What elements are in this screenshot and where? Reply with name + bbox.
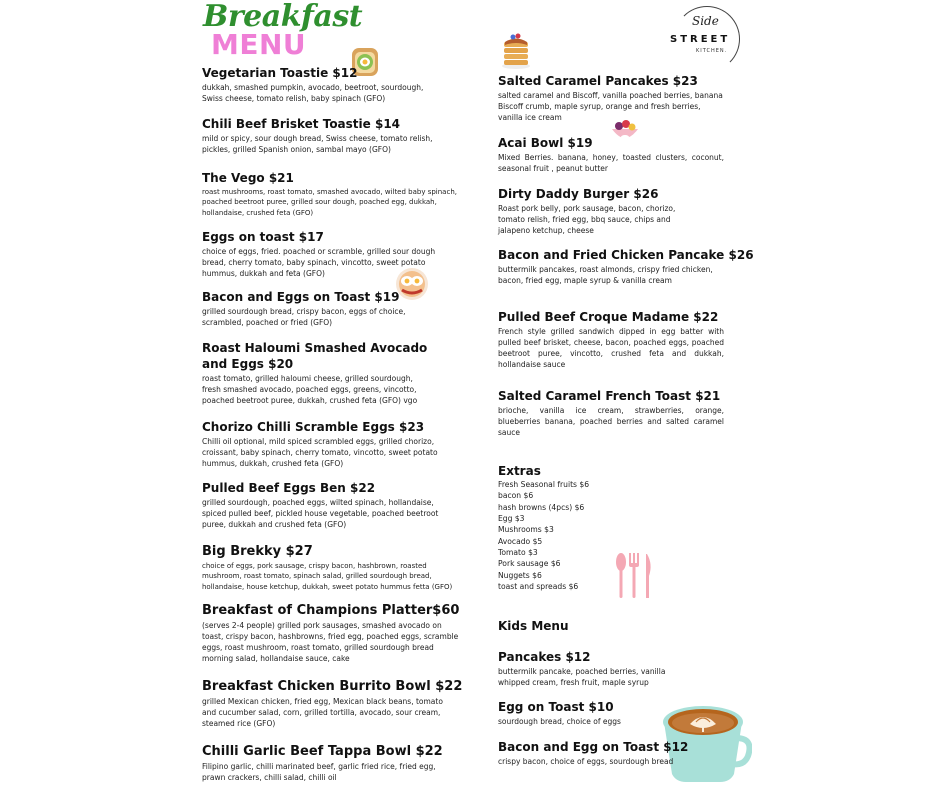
item-title: Pulled Beef Croque Madame $22 [498, 310, 719, 324]
item-title: Acai Bowl $19 [498, 136, 593, 150]
menu-item [202, 341, 467, 406]
logo-side-text: Side [692, 14, 719, 28]
item-title-line2: and Eggs $20 [202, 357, 294, 371]
extras-item: Avocado $5 [498, 536, 543, 546]
item-desc: grilled sourdough bread, crispy bacon, eggs of choice, scrambled, poached or fried (GFO) [202, 307, 406, 327]
item-title: Dirty Daddy Burger $26 [498, 187, 659, 201]
item-title: Roast Haloumi Smashed Avocado [202, 341, 428, 355]
menu-item [498, 389, 726, 438]
item-desc: choice of eggs, fried. poached or scramble, grilled sour dough bread, cherry tomato, baby spinach, vincotto, sweet potato hummus, dukkah and feta (GFO) [202, 247, 436, 278]
extras-item: Pork sausage $6 [498, 559, 561, 569]
extras-item: bacon $6 [498, 491, 534, 501]
item-title: Salted Caramel French Toast $21 [498, 389, 721, 403]
item-desc: choice of eggs, pork sausage, crispy bacon, hashbrown, roasted mushroom, roast tomato, spinach salad, grilled sourdough bread, hollandaise, house ketchup, dukkah, sweet potato hummus fetta (GFO) [202, 562, 453, 591]
item-title: Bacon and Eggs on Toast $19 [202, 290, 400, 304]
item-desc: crispy bacon, choice of eggs, sourdough bread [498, 757, 674, 766]
item-title: Chorizo Chilli Scramble Eggs $23 [202, 420, 425, 434]
item-desc: sourdough bread, choice of eggs [498, 717, 621, 726]
item-title: Breakfast of Champions Platter$60 [202, 603, 460, 618]
menu-header [203, 0, 363, 66]
menu-item [202, 679, 467, 729]
menu-item [202, 420, 467, 469]
item-title: Big Brekky $27 [202, 544, 313, 559]
kids-menu-item [498, 650, 726, 688]
menu-item [498, 248, 754, 286]
side-street-kitchen-logo [666, 6, 744, 76]
item-title: Salted Caramel Pancakes $23 [498, 74, 698, 88]
item-title: Bacon and Egg on Toast $12 [498, 740, 689, 754]
item-title: Breakfast Chicken Burrito Bowl $22 [202, 679, 463, 694]
menu-item [498, 74, 726, 123]
item-desc: grilled Mexican chicken, fried egg, Mexican black beans, tomato and cucumber salad, corn, grilled tortilla, avocado, sour cream, steamed rice (GFO) [202, 697, 443, 728]
menu-item [202, 66, 467, 104]
menu-title: Breakfast [203, 0, 363, 34]
item-desc: brioche, vanilla ice cream, strawberries, orange, blueberries banana, poached berries and salted caramel sauce [498, 406, 724, 437]
kids-menu-item [498, 700, 726, 727]
kids-menu-title: Kids Menu [498, 619, 569, 633]
item-title: Eggs on toast $17 [202, 230, 324, 244]
extras-item: hash browns (4pcs) $6 [498, 502, 585, 512]
item-desc: (serves 2-4 people) grilled pork sausages, smashed avocado on toast, crispy bacon, hashbrowns, fried egg, poached eggs, scramble eggs, roast mushroom, roast tomato, grilled sourdough bread morning salad, hollandaise sauce, cake [202, 621, 459, 663]
extras-section [498, 464, 678, 592]
item-title: Egg on Toast $10 [498, 700, 614, 714]
item-desc: Chilli oil optional, mild spiced scrambled eggs, grilled chorizo, croissant, baby spinach, cherry tomato, vincotto, sweet potato hummus, dukkah, crushed feta (GFO) [202, 437, 438, 468]
menu-item [202, 603, 467, 664]
item-desc: Filipino garlic, chilli marinated beef, garlic fried rice, fried egg, prawn crackers, chilli salad, chilli oil [202, 762, 436, 782]
menu-item [202, 744, 467, 783]
item-desc: roast mushrooms, roast tomato, smashed avocado, wilted baby spinach, poached beetroot puree, grilled sour dough, poached egg, dukkah, hollandaise, crushed feta (GFO) [202, 188, 457, 217]
menu-subtitle: MENU [211, 28, 307, 61]
item-title: Bacon and Fried Chicken Pancake $26 [498, 248, 754, 262]
item-desc: salted caramel and Biscoff, vanilla poached berries, banana Biscoff crumb, maple syrup, orange and fresh berries, vanilla ice cream [498, 91, 723, 122]
item-title: Pulled Beef Eggs Ben $22 [202, 481, 376, 495]
extras-item: Fresh Seasonal fruits $6 [498, 480, 590, 489]
menu-item [202, 481, 467, 530]
menu-item [202, 230, 467, 279]
pancakes-icon [500, 32, 532, 70]
item-title: The Vego $21 [202, 171, 294, 185]
item-title: Chilli Garlic Beef Tappa Bowl $22 [202, 744, 443, 759]
item-desc: dukkah, smashed pumpkin, avocado, beetroot, sourdough, Swiss cheese, tomato relish, baby spinach (GFO) [202, 83, 424, 103]
logo-street-text: STREET [670, 34, 731, 45]
menu-item [498, 187, 726, 236]
item-desc: mild or spicy, sour dough bread, Swiss cheese, tomato relish, pickles, grilled Spanish onion, sambal mayo (GFO) [202, 134, 433, 154]
item-title: Vegetarian Toastie $12 [202, 66, 358, 80]
menu-item [498, 310, 726, 370]
extras-list [498, 479, 678, 592]
item-desc: buttermilk pancake, poached berries, vanilla whipped cream, fresh fruit, maple syrup [498, 667, 666, 687]
extras-item: Tomato $3 [498, 548, 538, 558]
item-desc: buttermilk pancakes, roast almonds, crispy fried chicken, bacon, fried egg, maple syrup & vanilla cream [498, 265, 713, 285]
extras-item: toast and spreads $6 [498, 582, 579, 592]
extras-item: Nuggets $6 [498, 570, 542, 580]
extras-title: Extras [498, 464, 541, 478]
menu-item [498, 136, 726, 174]
item-desc: Mixed Berries. banana, honey, toasted clusters, coconut, seasonal fruit , peanut butter [498, 153, 724, 173]
item-desc: French style grilled sandwich dipped in egg batter with pulled beef brisket, cheese, bacon, poached eggs, poached beetroot puree, vincotto, crushed feta and dukkah, hollandaise sauce [498, 327, 724, 369]
menu-item [202, 117, 467, 155]
kids-menu-item [498, 740, 726, 767]
item-title: Chili Beef Brisket Toastie $14 [202, 117, 401, 131]
menu-item [202, 544, 467, 592]
item-desc: grilled sourdough, poached eggs, wilted spinach, hollandaise, spiced pulled beef, pickled house vegetable, poached beetroot puree, dukkah and crushed feta (GFO) [202, 498, 439, 529]
logo-kitchen-text: KITCHEN. [696, 48, 728, 54]
menu-item [202, 171, 467, 218]
menu-item [202, 290, 467, 328]
extras-item: Egg $3 [498, 514, 525, 524]
item-desc: Roast pork belly, pork sausage, bacon, chorizo, tomato relish, fried egg, bbq sauce, chips and jalapeno ketchup, cheese [498, 204, 676, 235]
item-desc: roast tomato, grilled haloumi cheese, grilled sourdough, fresh smashed avocado, poached eggs, greens, vincotto, poached beetroot puree, dukkah, crushed feta (GFO) vgo [202, 374, 418, 405]
item-title: Pancakes $12 [498, 650, 591, 664]
extras-item: Mushrooms $3 [498, 525, 554, 535]
